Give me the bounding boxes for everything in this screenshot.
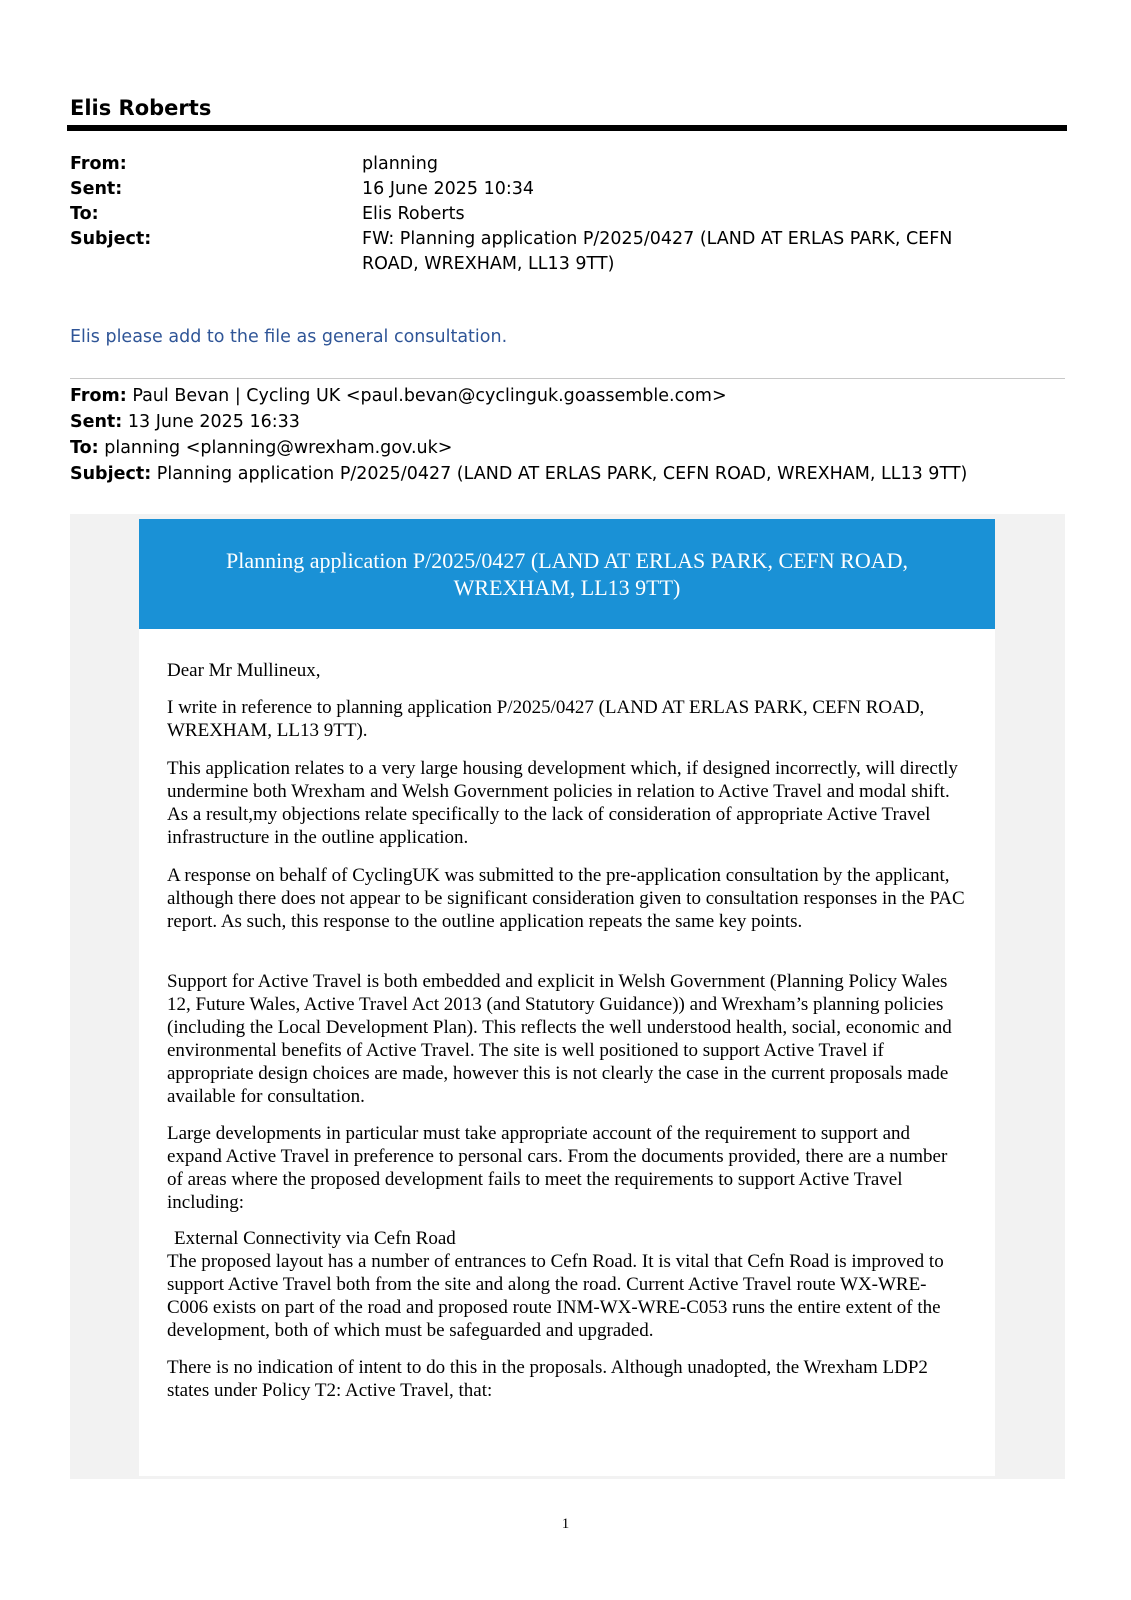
letter-paragraph-2: This application relates to a very large housing development which, if designed incorrectly, will directly undermine both Wrexham and Welsh Government policies in relation to Active Travel and modal shift. As a result,my objections relate specifically to the lack of consideration of appropriate Active Travel infrastructure in the outline application. — [167, 758, 958, 848]
header-to-row — [70, 202, 465, 227]
forwarded-sent-row — [70, 410, 300, 435]
sent-value: 16 June 2025 10:34 — [362, 179, 535, 199]
forwarded-subject-row — [70, 462, 967, 487]
from-label: From: — [70, 154, 127, 174]
header-rule — [67, 125, 1067, 131]
header-subject-row — [70, 227, 953, 274]
forward-divider — [70, 378, 1065, 379]
to-label: To: — [70, 204, 99, 224]
forward-note: Elis please add to the file as general consultation. — [70, 327, 508, 347]
letter-section-heading: External Connectivity via Cefn Road — [174, 1228, 456, 1249]
letter-paragraph-4: Support for Active Travel is both embedded and explicit in Welsh Government (Planning Policy Wales 12, Future Wales, Active Travel Act 2013 (and Statutory Guidance)) and Wrexham’s planning policies (including the Local Development Plan). This reflects the well understood health, social, economic and environmental benefits of Active Travel. The site is well positioned to support Active Travel if appropriate design choices are made, however this is not clearly the case in the current proposals made available for consultation. — [167, 971, 952, 1107]
forwarded-from-value[interactable]: Paul Bevan | Cycling UK <paul.bevan@cyclinguk.goassemble.com> — [132, 386, 727, 406]
subject-value: FW: Planning application P/2025/0427 (LAND AT ERLAS PARK, CEFN ROAD, WREXHAM, LL13 9TT) — [362, 229, 953, 274]
subject-label: Subject: — [70, 229, 152, 249]
forwarded-subject-label: Subject: — [70, 464, 152, 484]
sender-name: Elis Roberts — [70, 96, 212, 120]
letter-paragraph-3: A response on behalf of CyclingUK was submitted to the pre-application consultation by the applicant, although there does not appear to be significant consideration given to consultation responses in the PAC report. As such, this response to the outline application repeats the same key points. — [167, 865, 965, 932]
letter-salutation: Dear Mr Mullineux, — [167, 660, 321, 681]
letter-paragraph-1: I write in reference to planning application P/2025/0427 (LAND AT ERLAS PARK, CEFN ROAD, WREXHAM, LL13 9TT). — [167, 697, 925, 741]
email-banner — [139, 519, 995, 629]
from-value: planning — [362, 154, 438, 174]
forwarded-to-row — [70, 436, 452, 461]
letter-paragraph-6: The proposed layout has a number of entrances to Cefn Road. It is vital that Cefn Road is improved to support Active Travel both from the site and along the road. Current Active Travel route WX-WRE-C006 exists on part of the road and proposed route INM-WX-WRE-C053 runs the entire extent of the development, both of which must be safeguarded and upgraded. — [167, 1251, 944, 1341]
forwarded-sent-value: 13 June 2025 16:33 — [127, 412, 300, 432]
letter-paragraph-5: Large developments in particular must take appropriate account of the requirement to support and expand Active Travel in preference to personal cars. From the documents provided, there are a number of areas where the proposed development fails to meet the requirements to support Active Travel including: — [167, 1123, 948, 1213]
forwarded-sent-label: Sent: — [70, 412, 123, 432]
forwarded-from-label: From: — [70, 386, 127, 406]
forwarded-subject-value: Planning application P/2025/0427 (LAND AT ERLAS PARK, CEFN ROAD, WREXHAM, LL13 9TT) — [156, 464, 968, 484]
letter-paragraph-7: There is no indication of intent to do this in the proposals. Although unadopted, the Wrexham LDP2 states under Policy T2: Active Travel, that: — [167, 1357, 928, 1401]
to-value: Elis Roberts — [362, 204, 465, 224]
forwarded-from-row — [70, 384, 727, 409]
banner-title: Planning application P/2025/0427 (LAND AT ERLAS PARK, CEFN ROAD, WREXHAM, LL13 9TT) — [225, 548, 909, 600]
header-from-row — [70, 152, 438, 177]
sent-label: Sent: — [70, 179, 123, 199]
page-number: 1 — [561, 1516, 570, 1532]
forwarded-to-label: To: — [70, 438, 99, 458]
forwarded-to-value[interactable]: planning <planning@wrexham.gov.uk> — [104, 438, 453, 458]
header-sent-row — [70, 177, 535, 202]
